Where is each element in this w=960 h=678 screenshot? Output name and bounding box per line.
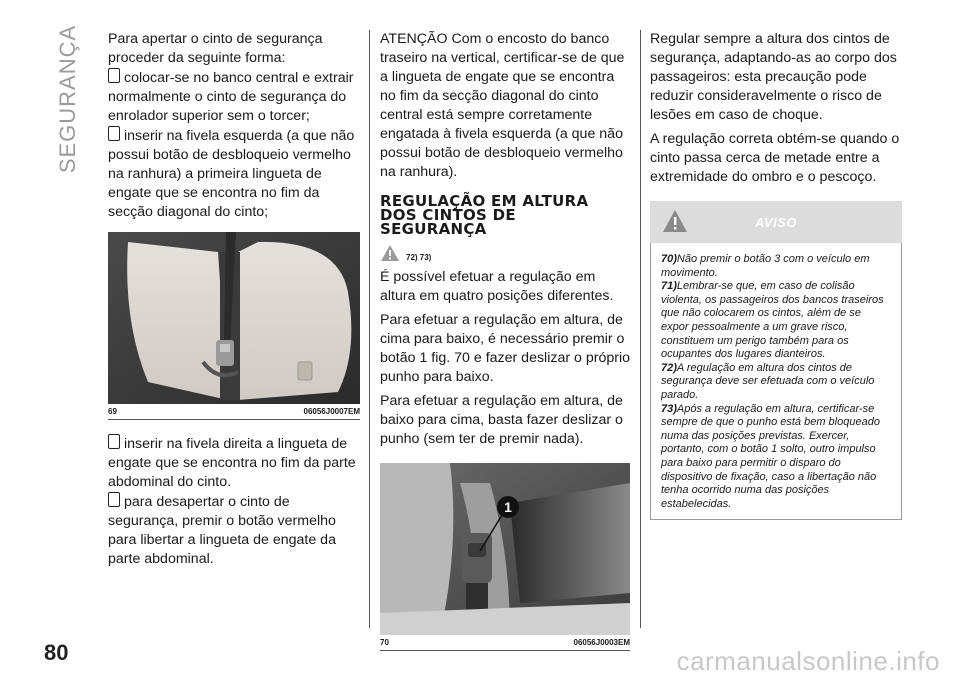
seat-belt-buckle-photo [108, 232, 360, 404]
paragraph: A regulação correta obtém-se quando o cinto passa cerca de metade entre a extremidade do ombro e o pescoço. [650, 131, 900, 185]
bullet-square-icon [108, 126, 120, 141]
page-number: 80 [44, 640, 69, 665]
aviso-item [661, 362, 891, 403]
aviso-header [650, 201, 902, 243]
bullet-text: inserir na fivela direita a lingueta de engate que se encontra no fim da parte abdominal do cinto. [108, 436, 356, 490]
attention-text: ATENÇÃO Com o encosto do banco traseiro na vertical, certificar-se de que a lingueta de engate que se encontra no fim da secção diagonal do cinto central está sempre corretamente engatada à fivela esquerda (a que não possui botão de desbloqueio vermelho na ranhura). [380, 31, 625, 180]
aviso-number: 72) [661, 361, 677, 374]
column-2 [380, 30, 630, 665]
aviso-number: 73) [661, 402, 677, 415]
paragraph: É possível efetuar a regulação em altura em quatro posições diferentes. [380, 269, 614, 304]
bullet-item [108, 68, 360, 126]
side-title-text: SEGURANÇA [55, 24, 81, 174]
aviso-text: A regulação em altura dos cintos de segurança deve ser efetuada com o veículo parado. [661, 361, 875, 401]
figure-69 [108, 232, 360, 420]
heading-line: REGULAÇÃO EM ALTURA [380, 192, 589, 210]
aviso-box [650, 243, 902, 520]
figure-number: 70 [380, 638, 389, 647]
warning-triangle-icon [662, 209, 688, 233]
aviso-item [661, 280, 891, 362]
paragraph: Para efetuar a regulação em altura, de baixo para cima, basta fazer deslizar o punho (sem ter de premir nada). [380, 393, 623, 447]
section-heading [380, 194, 630, 236]
bullet-text: inserir na fivela esquerda (a que não possui botão de desbloqueio vermelho na ranhura) a primeira lingueta de engate que se encontra no fim da secção diagonal do cinto; [108, 128, 355, 220]
figure-70 [380, 463, 630, 651]
paragraph: Para efetuar a regulação em altura, de cima para baixo, é necessário premir o botão 1 fig. 70 e fazer deslizar o próprio punho para baixo. [380, 312, 631, 385]
aviso-text: Não premir o botão 3 com o veículo em movimento. [661, 253, 870, 279]
aviso-item [661, 403, 891, 512]
aviso-number: 71) [661, 280, 677, 293]
bullet-square-icon [108, 68, 120, 83]
warning-triangle-icon [380, 244, 400, 262]
aviso-item [661, 253, 891, 280]
paragraph: Regular sempre a altura dos cintos de segurança, adaptando-as ao corpo dos passageiros: esta precaução pode reduzir consideravelmente o risco de lesões em caso de choque. [650, 31, 897, 123]
column-1 [108, 30, 360, 569]
aviso-text: Lembrar-se que, em caso de colisão violenta, os passageiros dos bancos traseiros que não colocarem os cintos, além de se expor pessoalmente a um grave risco, constituem um perigo também para os ocupantes dos lugares dianteiros. [661, 280, 884, 361]
heading-line: SEGURANÇA [380, 220, 487, 238]
bullet-text: colocar-se no banco central e extrair normalmente o cinto de segurança do enrolador superior sem o torcer; [108, 70, 354, 124]
warning-refs: 72) 73) [406, 253, 432, 262]
heading-line: DOS CINTOS DE [380, 206, 516, 224]
warning-reference [380, 244, 630, 262]
bullet-item [108, 126, 360, 222]
column-divider [369, 30, 370, 628]
column-3 [650, 30, 902, 520]
figure-caption [108, 404, 360, 420]
intro-text: Para apertar o cinto de segurança proceder da seguinte forma: [108, 31, 323, 66]
callout-label: 1 [504, 499, 512, 515]
section-side-title [50, 24, 86, 174]
bullet-square-icon [108, 492, 120, 507]
aviso-number: 70) [661, 253, 677, 265]
column-divider [640, 30, 641, 628]
bullet-item [108, 492, 360, 569]
figure-code: 06056J0003EM [573, 638, 630, 647]
bullet-item [108, 434, 360, 492]
watermark: carmanualsonline.info [676, 646, 940, 676]
bullet-text: para desapertar o cinto de segurança, premir o botão vermelho para libertar a lingueta de engate da parte abdominal. [108, 494, 336, 567]
belt-height-adjuster-photo [380, 463, 630, 635]
figure-number: 69 [108, 407, 117, 416]
figure-code: 06056J0007EM [303, 407, 360, 416]
aviso-title: AVISO [755, 214, 797, 230]
aviso-text: Após a regulação em altura, certificar-se sempre de que o punho está bem bloqueado numa das posições previstas. Exercer, portanto, com o botão 1 solto, outro impulso para baixo para permitir o disparo do dispositivo de fixação, caso a libertação não tenha ocorrido numa das posições estabelecidas. [661, 402, 880, 510]
bullet-square-icon [108, 434, 120, 449]
